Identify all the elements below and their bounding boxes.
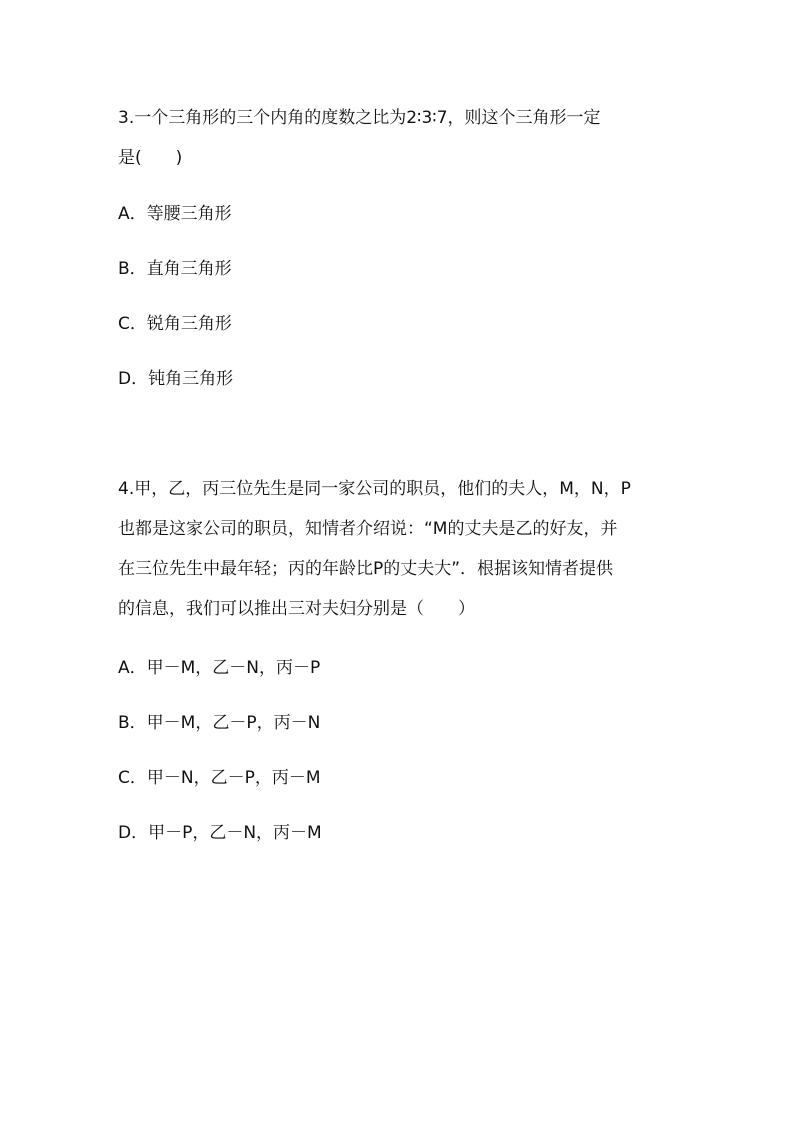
question-3-stem-line-1: 3.一个三角形的三个内角的度数之比为2∶3∶7，则这个三角形一定 [118, 108, 601, 128]
question-4-stem-line-2: 也都是这家公司的职员，知情者介绍说：“M的丈夫是乙的好友，并 [118, 519, 618, 539]
question-3-stem-line-2: 是( ) [118, 148, 183, 168]
question-3-option-b: B．直角三角形 [118, 259, 232, 279]
question-4-option-d: D．甲－P，乙－N，丙－M [118, 823, 322, 843]
question-4-stem-line-1: 4.甲，乙，丙三位先生是同一家公司的职员，他们的夫人，M，N，P [118, 479, 631, 499]
question-4-stem-line-3: 在三位先生中最年轻；丙的年龄比P的丈夫大”．根据该知情者提供 [118, 559, 614, 579]
question-3-option-c: C．锐角三角形 [118, 314, 232, 334]
question-4-stem-line-4: 的信息，我们可以推出三对夫妇分别是（ ） [118, 599, 475, 619]
question-3-option-a: A．等腰三角形 [118, 204, 232, 224]
question-4-option-a: A．甲－M，乙－N，丙－P [118, 658, 321, 678]
question-3-option-d: D．钝角三角形 [118, 369, 234, 389]
question-4-option-c: C．甲－N，乙－P，丙－M [118, 768, 321, 788]
question-4-option-b: B．甲－M，乙－P，丙－N [118, 713, 321, 733]
